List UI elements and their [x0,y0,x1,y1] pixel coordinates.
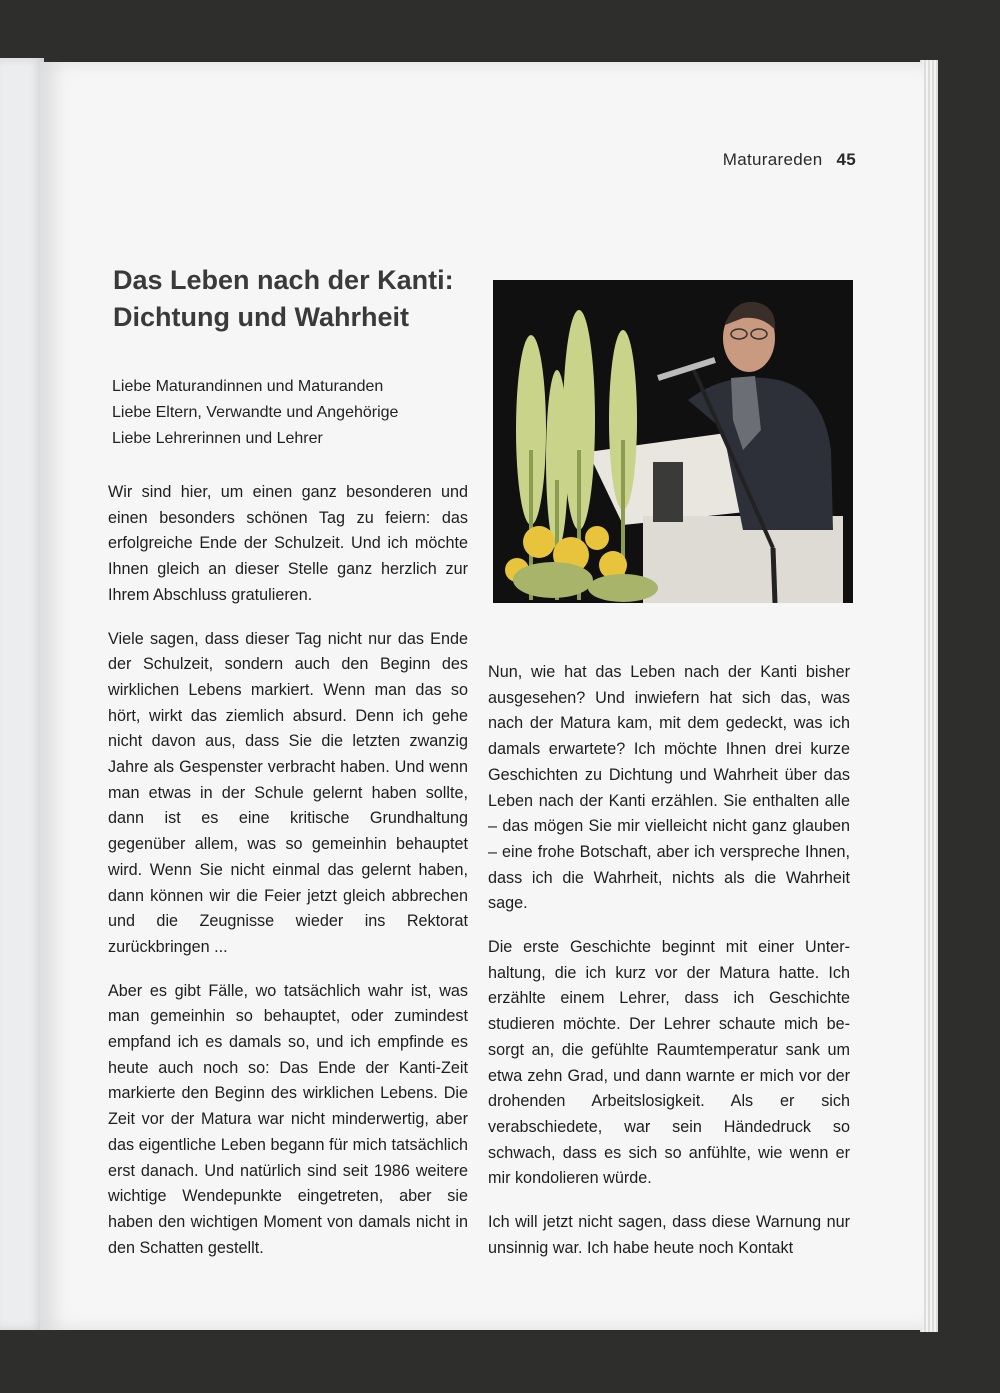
speaker-photo [493,280,853,603]
speaker-photo-illustration [493,280,853,603]
salutation-line: Liebe Lehrerinnen und Lehrer [112,430,323,447]
salutation-line: Liebe Eltern, Verwandte und Angehörige [112,404,399,421]
page-number: 45 [836,150,856,169]
header-section: Maturareden [722,150,823,169]
paragraph: Viele sagen, dass dieser Tag nicht nur das Ende der Schulzeit, sondern auch den Beginn des wirklichen Lebens markiert. Wenn man das so hört, wirkt das ziemlich absurd. Denn ich gehe nicht davon aus, dass Sie die letzten zwanzig Jahre als Gespenster verbracht haben. Und wenn man etwas in der Schule gelernt haben sollte, dann ist es eine kritische Grundhaltung gegenüber allem, was so gemeinhin behauptet wird. Wenn Sie nicht einmal das gelernt haben, dann können wir die Feier jetzt gleich abbrechen und die Zeugnisse wieder ins Rektorat zurückbringen ... [108,629,468,956]
paragraph: Nun, wie hat das Leben nach der Kanti bisher ausgesehen? Und inwiefern hat sich das, was nach der Matura kam, mit dem gedeckt, was ich damals erwartete? Ich möchte Ihnen drei kurze Geschichten zu Dichtung und Wahrheit über das Leben nach der Kanti erzählen. Sie enthalten alle – das mögen Sie mir vielleicht nicht ganz glauben – eine frohe Botschaft, aber ich verspreche Ihnen, dass ich die Wahrheit, nichts als die Wahrheit sage. [488,663,850,913]
left-text-column [108,480,468,1279]
right-text-column [488,660,850,1279]
paragraph: Aber es gibt Fälle, wo tatsächlich wahr ist, was man gemeinhin so behauptet, oder zumindest empfand ich es damals so, und ich empfinde es heute auch noch so: Das Ende der Kanti-Zeit markierte den Beginn des wirklichen Lebens. Die Zeit vor der Matura war nicht minderwertig, aber das eigentliche Leben begann für mich tatsächlich erst danach. Und natürlich sind seit 1986 weitere wichtige Wendepunkte eingetreten, aber sie haben den wichtigen Moment von damals nicht in den Schatten gestellt. [108,981,468,1257]
book-page [40,62,924,1330]
running-header [723,150,856,170]
left-page-edge [0,58,44,1330]
title-line-1: Das Leben nach der Kanti: [113,265,454,295]
article-title [113,262,513,336]
paragraph: Die erste Geschichte beginnt mit einer Unterhaltung, die ich kurz vor der Matura hatte. Ich erzählte einem Lehrer, dass ich Geschichte studieren möchte. Der Lehrer schaute mich besorgt an, die gefühlte Raumtemperatur sank um etwa zehn Grad, und dann warnte er mich vor der drohenden Arbeitslosigkeit. Als er sich verabschiedete, war sein Händedruck so schwach, dass es sich so anfühlte, wie wenn er mir kondolieren würde. [488,938,850,1188]
paragraph: Ich will jetzt nicht sagen, dass diese Warnung nur unsinnig war. Ich habe heute noch Kontakt [488,1213,850,1257]
paragraph: Wir sind hier, um einen ganz besonderen und einen besonders schönen Tag zu feiern: das erfolgreiche Ende der Schulzeit. Und ich möchte Ihnen gleich an dieser Stelle ganz herzlich zur Ihrem Abschluss gratulieren. [108,483,468,604]
title-line-2: Dichtung und Wahrheit [113,302,409,332]
salutations [112,374,492,452]
salutation-line: Liebe Maturandinnen und Maturanden [112,378,384,395]
